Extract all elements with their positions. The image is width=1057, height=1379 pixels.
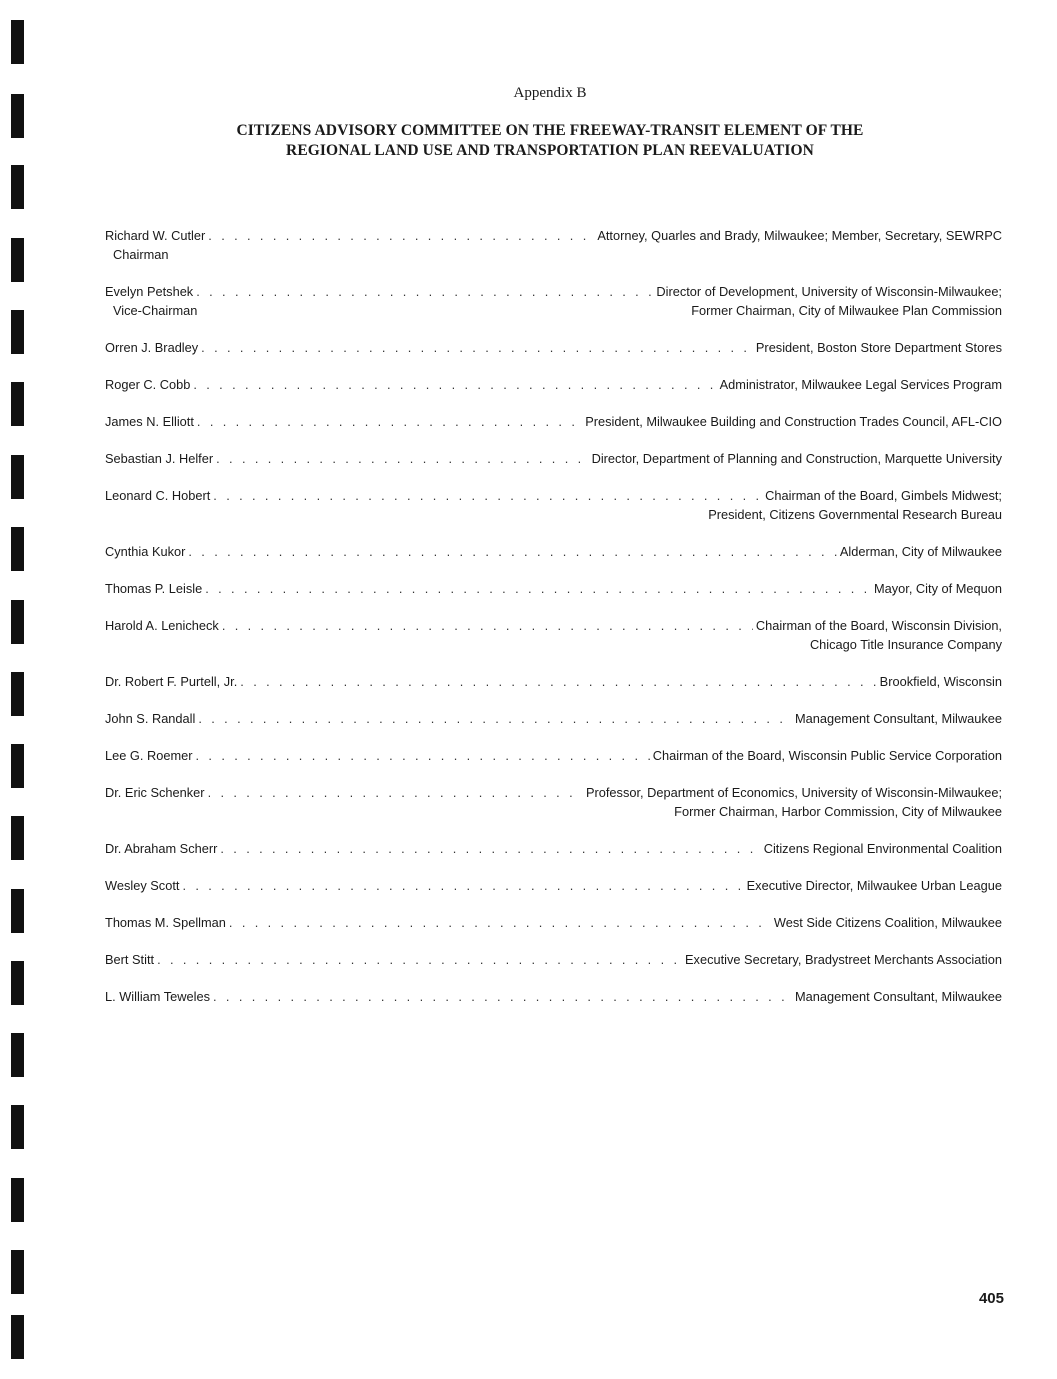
binding-hole (11, 1178, 24, 1222)
dot-leader (196, 746, 650, 765)
member-role: West Side Citizens Coalition, Milwaukee (773, 915, 1002, 930)
binding-hole (11, 1315, 24, 1359)
member-role-continued: Former Chairman, Harbor Commission, City of Milwaukee (674, 804, 1002, 819)
member-entry (105, 338, 1002, 357)
dot-leader (198, 709, 792, 728)
member-name: L. William Teweles (105, 989, 211, 1004)
member-line (105, 226, 1002, 245)
member-line (105, 709, 1002, 728)
member-name: Thomas M. Spellman (105, 915, 226, 930)
member-name: Harold A. Lenicheck (105, 618, 219, 633)
appendix-heading: Appendix B (513, 85, 587, 101)
title-line-2: REGIONAL LAND USE AND TRANSPORTATION PLAN REEVALUATION (286, 142, 814, 159)
member-name: Cynthia Kukor (105, 544, 186, 559)
member-list (105, 226, 1002, 1024)
member-name: Bert Stitt (105, 952, 155, 967)
page-number: 405 (978, 1290, 1004, 1307)
dot-leader (213, 486, 762, 505)
member-title (105, 802, 113, 821)
dot-leader (157, 950, 682, 969)
member-name: Dr. Robert F. Purtell, Jr. (105, 674, 238, 689)
member-line (105, 375, 1002, 394)
member-line-2 (105, 245, 1002, 264)
member-line-2 (105, 301, 1002, 320)
member-name: Dr. Abraham Scherr (105, 841, 218, 856)
member-title: Chairman (113, 247, 169, 262)
dot-leader (213, 987, 792, 1006)
member-line (105, 412, 1002, 431)
member-entry (105, 913, 1002, 932)
member-title (105, 635, 113, 654)
member-entry (105, 579, 1002, 598)
member-entry (105, 839, 1002, 858)
member-name: Roger C. Cobb (105, 377, 191, 392)
binding-hole (11, 816, 24, 860)
member-name: Leonard C. Hobert (105, 488, 211, 503)
member-role: Director of Development, University of Wisconsin-Milwaukee; (656, 284, 1002, 299)
binding-hole (11, 310, 24, 354)
member-name: Richard W. Cutler (105, 228, 206, 243)
member-line (105, 987, 1002, 1006)
member-line (105, 542, 1002, 561)
member-line (105, 672, 1002, 691)
dot-leader (208, 783, 583, 802)
member-entry (105, 226, 1002, 264)
member-role: Director, Department of Planning and Construction, Marquette University (591, 451, 1002, 466)
member-role: President, Milwaukee Building and Construction Trades Council, AFL-CIO (585, 414, 1002, 429)
member-entry (105, 876, 1002, 895)
binding-hole (11, 961, 24, 1005)
member-line (105, 746, 1002, 765)
dot-leader (196, 282, 653, 301)
member-title (105, 505, 113, 524)
member-role: Management Consultant, Milwaukee (795, 711, 1002, 726)
member-role: Alderman, City of Milwaukee (839, 544, 1002, 559)
member-role: Chairman of the Board, Wisconsin Division, (755, 618, 1002, 633)
member-role: Management Consultant, Milwaukee (795, 989, 1002, 1004)
binding-hole (11, 527, 24, 571)
binding-hole (11, 1105, 24, 1149)
member-line (105, 579, 1002, 598)
binding-hole (11, 889, 24, 933)
dot-leader (188, 542, 836, 561)
member-line (105, 616, 1002, 635)
member-role: Mayor, City of Mequon (873, 581, 1002, 596)
member-role-continued: President, Citizens Governmental Research Bureau (708, 507, 1002, 522)
member-name: Sebastian J. Helfer (105, 451, 214, 466)
member-name: Wesley Scott (105, 878, 180, 893)
dot-leader (216, 449, 588, 468)
member-name: Thomas P. Leisle (105, 581, 203, 596)
dot-leader (193, 375, 716, 394)
member-entry (105, 486, 1002, 524)
member-entry (105, 542, 1002, 561)
member-name: Evelyn Petshek (105, 284, 194, 299)
dot-leader (229, 913, 771, 932)
member-role: President, Boston Store Department Stores (755, 340, 1002, 355)
member-entry (105, 375, 1002, 394)
member-name: Orren J. Bradley (105, 340, 199, 355)
member-entry (105, 709, 1002, 728)
binding-hole (11, 382, 24, 426)
member-line (105, 876, 1002, 895)
binding-hole (11, 744, 24, 788)
dot-leader (182, 876, 743, 895)
member-role: Executive Director, Milwaukee Urban League (746, 878, 1002, 893)
member-line-2 (105, 802, 1002, 821)
member-role-continued: Chicago Title Insurance Company (809, 637, 1002, 652)
member-entry (105, 746, 1002, 765)
member-role: Chairman of the Board, Wisconsin Public Service Corporation (652, 748, 1002, 763)
member-role: Administrator, Milwaukee Legal Services Program (719, 377, 1002, 392)
member-name: Lee G. Roemer (105, 748, 193, 763)
member-role: Chairman of the Board, Gimbels Midwest; (765, 488, 1002, 503)
member-entry (105, 449, 1002, 468)
member-line (105, 950, 1002, 969)
member-line (105, 839, 1002, 858)
member-role: Brookfield, Wisconsin (879, 674, 1002, 689)
member-line (105, 486, 1002, 505)
member-entry (105, 783, 1002, 821)
member-line (105, 913, 1002, 932)
member-role-continued: Former Chairman, City of Milwaukee Plan Commission (691, 303, 1002, 318)
member-line (105, 783, 1002, 802)
binding-holes (11, 0, 25, 1379)
member-entry (105, 672, 1002, 691)
member-title: Vice-Chairman (113, 303, 198, 318)
member-name: John S. Randall (105, 711, 196, 726)
member-entry (105, 282, 1002, 320)
member-entry (105, 616, 1002, 654)
binding-hole (11, 600, 24, 644)
member-name: Dr. Eric Schenker (105, 785, 205, 800)
binding-hole (11, 455, 24, 499)
member-line-2 (105, 505, 1002, 524)
binding-hole (11, 1033, 24, 1077)
dot-leader (240, 672, 876, 691)
binding-hole (11, 238, 24, 282)
member-line (105, 338, 1002, 357)
member-role: Professor, Department of Economics, University of Wisconsin-Milwaukee; (585, 785, 1002, 800)
member-line (105, 282, 1002, 301)
member-name: James N. Elliott (105, 414, 194, 429)
member-line-2 (105, 635, 1002, 654)
member-entry (105, 950, 1002, 969)
binding-hole (11, 1250, 24, 1294)
dot-leader (220, 839, 760, 858)
member-role: Citizens Regional Environmental Coalition (763, 841, 1002, 856)
member-line (105, 449, 1002, 468)
binding-hole (11, 672, 24, 716)
member-role: Executive Secretary, Bradystreet Merchants Association (685, 952, 1002, 967)
dot-leader (201, 338, 753, 357)
member-entry (105, 987, 1002, 1006)
binding-hole (11, 20, 24, 64)
member-role: Attorney, Quarles and Brady, Milwaukee; Member, Secretary, SEWRPC (597, 228, 1002, 243)
dot-leader (205, 579, 871, 598)
binding-hole (11, 165, 24, 209)
title-line-1: CITIZENS ADVISORY COMMITTEE ON THE FREEWAY-TRANSIT ELEMENT OF THE (236, 122, 864, 139)
dot-leader (222, 616, 753, 635)
dot-leader (197, 412, 582, 431)
dot-leader (208, 226, 594, 245)
page-title (0, 121, 1057, 161)
member-entry (105, 412, 1002, 431)
